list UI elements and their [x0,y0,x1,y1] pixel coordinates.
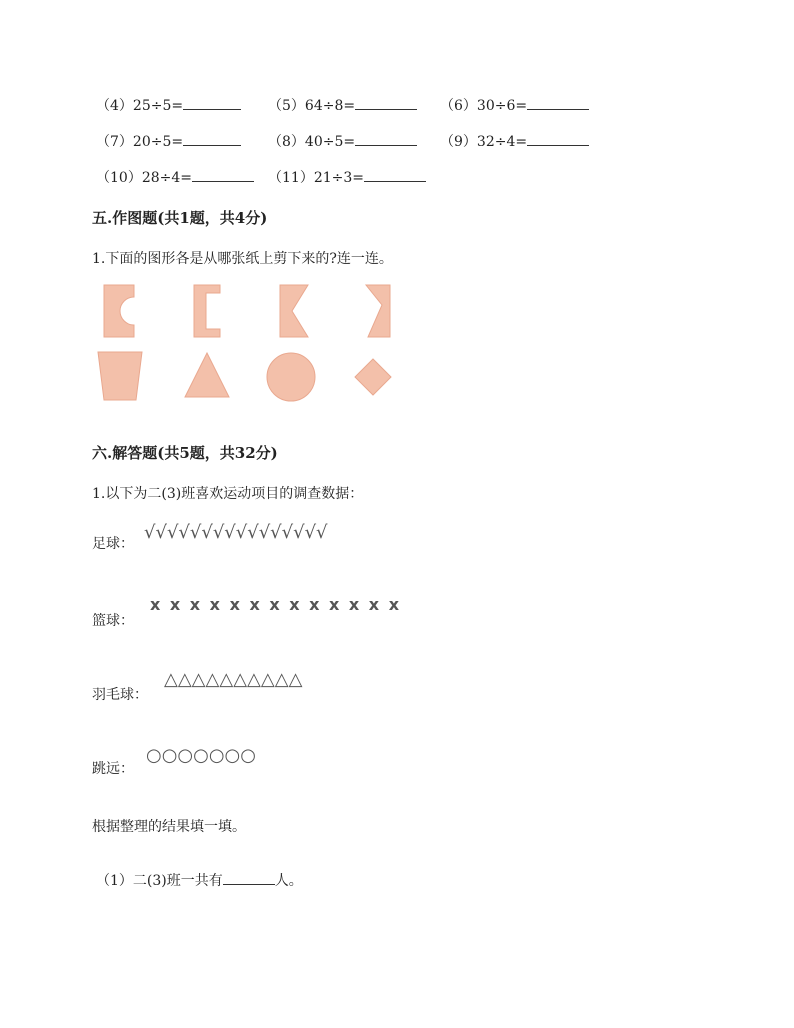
answer-blank[interactable] [527,131,589,146]
answer-blank[interactable] [355,95,417,110]
section5-question: 1.下面的图形各是从哪张纸上剪下来的?连一连。 [92,251,393,267]
paper-circle-icon [264,350,318,404]
problem-text: （4）25÷5= [96,98,184,114]
problem-text: （8）40÷5= [268,134,356,150]
answer-blank[interactable] [527,95,589,110]
subquestion-1 [96,870,303,890]
paper-bracket-shape-icon [190,283,226,339]
answer-blank[interactable] [183,131,241,146]
instruction-text: 根据整理的结果填一填。 [92,819,246,835]
problem-7 [96,131,241,151]
badminton-tally: △△△△△△△△△△ [164,669,303,690]
total-count-blank[interactable] [223,870,275,885]
answer-blank[interactable] [364,167,426,182]
football-tally: √√√√√√√√√√√√√√√√ [144,522,328,543]
problem-text: （11）21÷3= [268,170,364,186]
section5-title: 五.作图题(共1题，共4分) [92,209,268,227]
basketball-tally: x x x x x x x x x x x x x [150,595,402,614]
problem-10 [96,167,254,187]
problem-11 [268,167,426,187]
answer-blank[interactable] [192,167,254,182]
long-jump-label: 跳远： [92,761,134,777]
problem-6 [440,95,589,115]
basketball-label: 篮球： [92,613,134,629]
subquestion-1-prefix: （1）二(3)班一共有 [96,873,223,889]
problem-9 [440,131,589,151]
football-label: 足球： [92,536,134,552]
problem-text: （7）20÷5= [96,134,184,150]
paper-z-shape-icon [360,283,394,339]
problem-text: （9）32÷4= [440,134,528,150]
problem-5 [268,95,417,115]
problem-text: （10）28÷4= [96,170,192,186]
badminton-label: 羽毛球： [92,687,148,703]
paper-c-shape-icon [100,283,140,339]
section6-title: 六.解答题(共5题，共32分) [92,444,278,462]
paper-trapezoid-icon [96,350,144,402]
paper-k-shape-icon [276,283,312,339]
answer-blank[interactable] [355,131,417,146]
problem-text: （5）64÷8= [268,98,356,114]
section6-question: 1.以下为二(3)班喜欢运动项目的调查数据： [92,486,364,502]
subquestion-1-suffix: 人。 [274,873,303,889]
long-jump-tally: ○○○○○○○ [146,745,256,766]
problem-8 [268,131,417,151]
paper-diamond-icon [352,356,394,398]
paper-triangle-icon [182,350,232,400]
problem-text: （6）30÷6= [440,98,528,114]
problem-4 [96,95,241,115]
answer-blank[interactable] [183,95,241,110]
